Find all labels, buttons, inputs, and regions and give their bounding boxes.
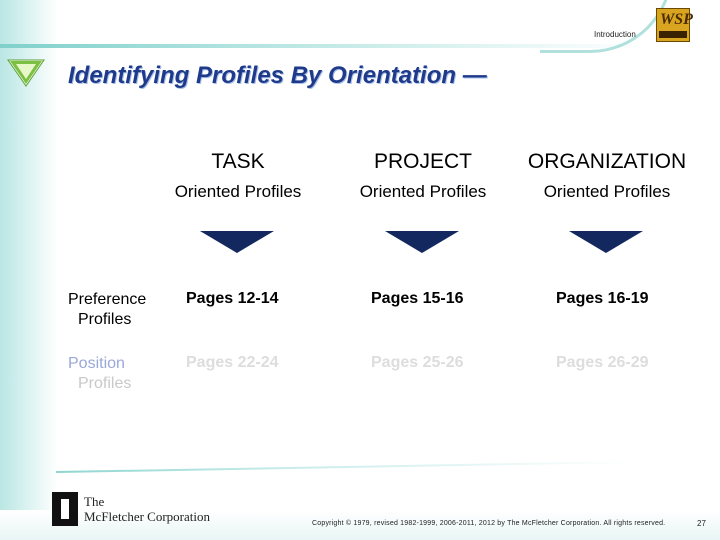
down-arrow-icon — [385, 231, 459, 253]
slide-title: Identifying Profiles By Orientation — — [68, 62, 487, 89]
row-label-line2: Profiles — [78, 311, 132, 328]
top-decorative-arc — [540, 0, 673, 53]
down-arrow-icon — [200, 231, 274, 253]
check-icon — [6, 54, 46, 88]
bottom-divider — [56, 461, 636, 473]
down-arrow-icon — [569, 231, 643, 253]
cell-position-organization: Pages 26-29 — [556, 354, 649, 371]
column-title: PROJECT — [373, 150, 472, 173]
mcfletcher-logo — [52, 492, 212, 532]
column-title: TASK — [211, 150, 265, 173]
copyright-notice: Copyright © 1979, revised 1982-1999, 2006-2011, 2012 by The McFletcher Corporation. All rights reserved. — [312, 520, 666, 527]
row-label-position — [68, 354, 131, 394]
column-subtitle: Oriented Profiles — [543, 182, 671, 201]
row-label-preference — [68, 290, 146, 330]
company-line1: The — [84, 494, 105, 509]
row-label-line1: Preference — [68, 291, 147, 308]
column-subtitle: Oriented Profiles — [359, 182, 487, 201]
column-subtitle: Oriented Profiles — [174, 182, 302, 201]
cell-position-task: Pages 22-24 — [186, 354, 279, 371]
wsp-logo-text: WSP — [660, 11, 693, 28]
wsp-logo-bar — [659, 31, 687, 38]
company-line2: McFletcher Corporation — [84, 509, 210, 524]
wsp-logo — [656, 8, 693, 42]
cell-preference-project: Pages 15-16 — [371, 290, 464, 307]
section-label: Introduction — [594, 30, 636, 39]
cell-preference-organization: Pages 16-19 — [556, 290, 649, 307]
row-label-line1: Position — [68, 355, 125, 372]
column-header-organization — [517, 150, 697, 202]
mcfletcher-logo-text — [84, 494, 210, 524]
column-header-project — [333, 150, 513, 202]
column-header-task — [148, 150, 328, 202]
cell-preference-task: Pages 12-14 — [186, 290, 279, 307]
mcfletcher-logo-mark — [52, 492, 78, 526]
column-title: ORGANIZATION — [527, 150, 687, 173]
page-number: 27 — [697, 519, 706, 528]
row-label-line2: Profiles — [78, 375, 132, 392]
cell-position-project: Pages 25-26 — [371, 354, 464, 371]
